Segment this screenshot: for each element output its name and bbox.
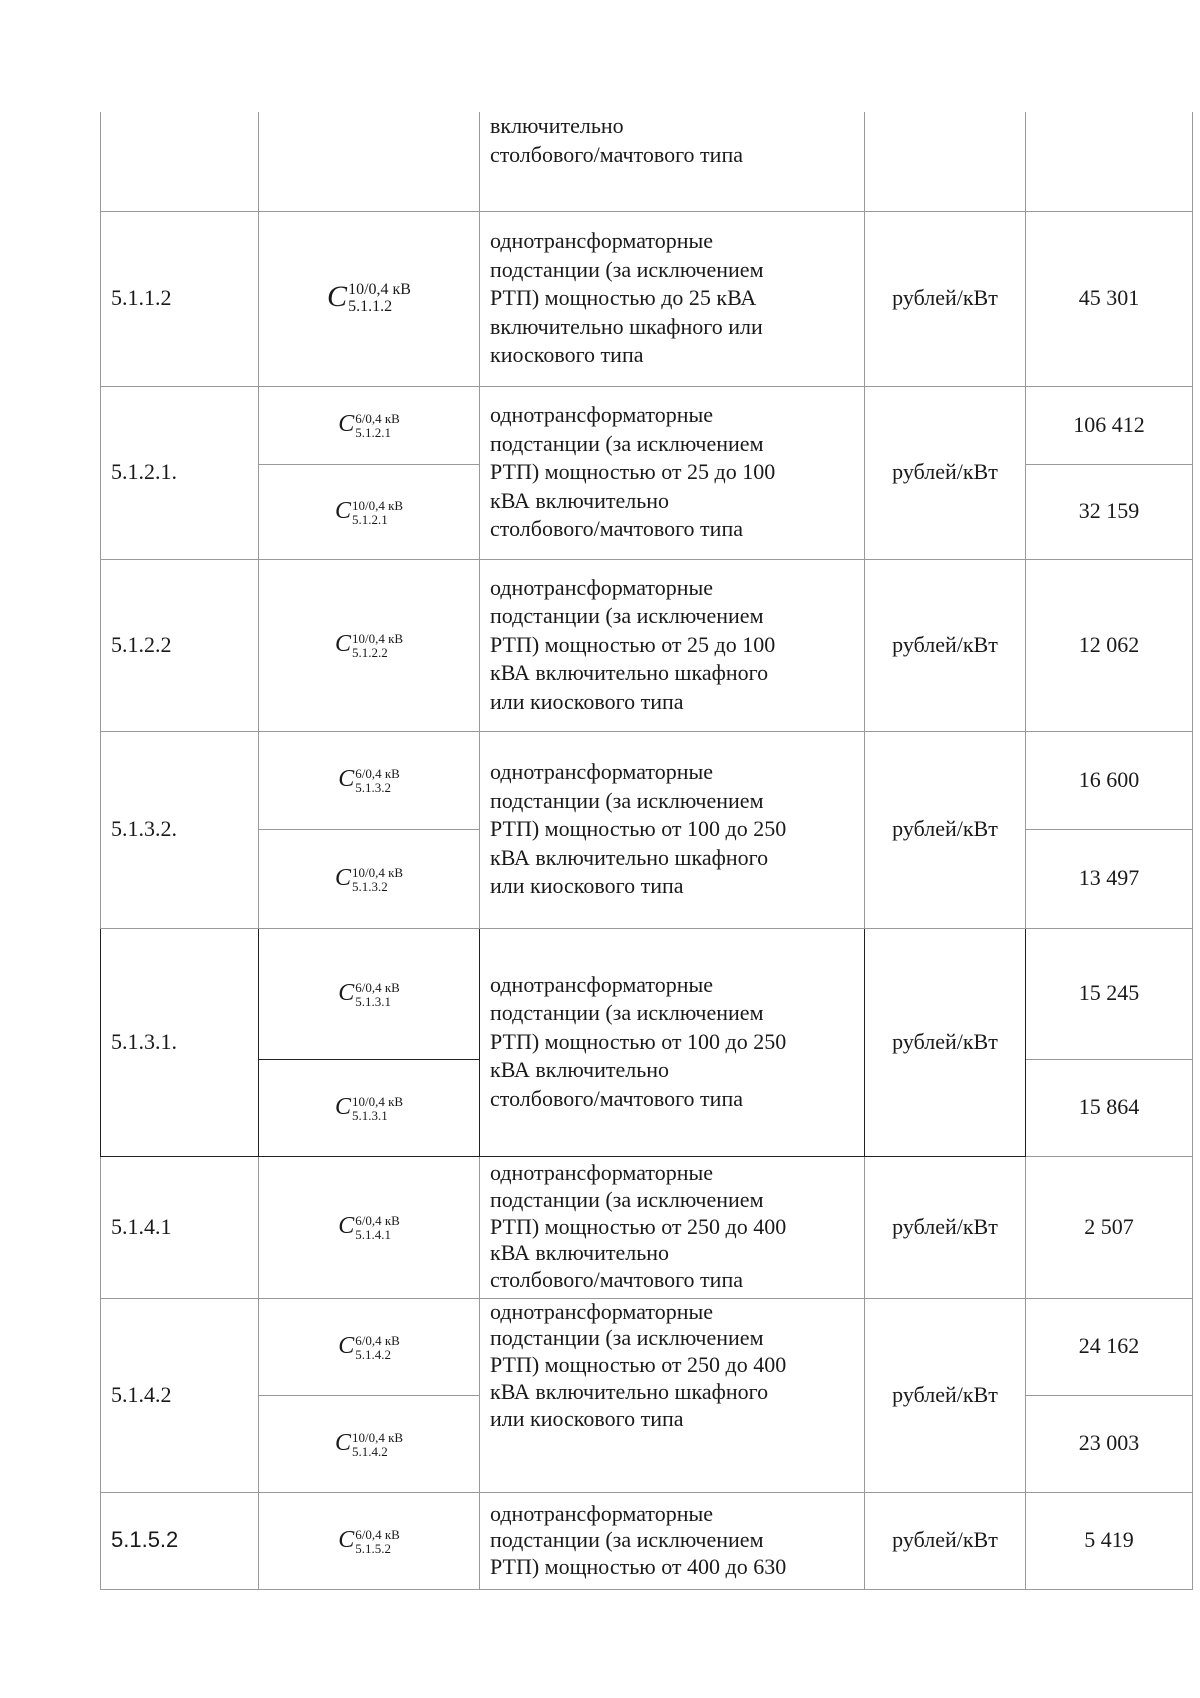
symbol-cell — [259, 731, 480, 829]
code-cell: 5.1.2.2 — [101, 559, 259, 731]
description-cell: однотрансформаторные подстанции (за исключением РТП) мощностью от 400 до 630 — [480, 1492, 865, 1589]
value-cell: 16 600 — [1026, 731, 1193, 829]
value-cell: 2 507 — [1026, 1156, 1193, 1298]
value-cell: 45 301 — [1026, 211, 1193, 386]
code-cell: 5.1.4.2 — [101, 1298, 259, 1492]
coefficient-symbol: C 6/0,4 кВ 5.1.3.1 — [338, 979, 400, 1009]
description-cell: однотрансформаторные подстанции (за исключением РТП) мощностью от 25 до 100 кВА включительно столбового/мачтового типа — [480, 386, 865, 559]
description-cell — [480, 112, 865, 211]
value-cell: 13 497 — [1026, 829, 1193, 928]
value-cell: 15 245 — [1026, 928, 1193, 1059]
coefficient-symbol: C 10/0,4 кВ 5.1.3.2 — [334, 864, 404, 894]
table-row — [101, 1298, 1193, 1395]
description-cell: однотрансформаторные подстанции (за исключением РТП) мощностью от 250 до 400 кВА включительно столбового/мачтового типа — [480, 1156, 865, 1298]
symbol-cell — [259, 112, 480, 211]
description-cell: однотрансформаторные подстанции (за исключением РТП) мощностью от 25 до 100 кВА включительно шкафного или киоскового типа — [480, 559, 865, 731]
code-cell: 5.1.3.2. — [101, 731, 259, 928]
value-cell: 32 159 — [1026, 464, 1193, 559]
table-row — [101, 386, 1193, 464]
code-cell: 5.1.2.1. — [101, 386, 259, 559]
value-cell: 5 419 — [1026, 1492, 1193, 1589]
symbol-cell — [259, 464, 480, 559]
unit-cell: рублей/кВт — [865, 731, 1026, 928]
symbol-cell — [259, 211, 480, 386]
description-cell: однотрансформаторные подстанции (за исключением РТП) мощностью до 25 кВА включительно шкафного или киоскового типа — [480, 211, 865, 386]
value-cell — [1026, 112, 1193, 211]
symbol-cell — [259, 829, 480, 928]
unit-cell: рублей/кВт — [865, 386, 1026, 559]
coefficient-symbol: C 10/0,4 кВ 5.1.4.2 — [334, 1429, 404, 1459]
table-row — [101, 559, 1193, 731]
coefficient-symbol: C 10/0,4 кВ 5.1.2.1 — [334, 497, 404, 527]
symbol-cell — [259, 559, 480, 731]
coefficient-symbol: C 10/0,4 кВ 5.1.3.1 — [334, 1093, 404, 1123]
value-cell: 23 003 — [1026, 1395, 1193, 1492]
code-cell: 5.1.3.1. — [101, 928, 259, 1156]
code-cell: 5.1.4.1 — [101, 1156, 259, 1298]
unit-cell: рублей/кВт — [865, 1492, 1026, 1589]
value-cell: 15 864 — [1026, 1059, 1193, 1156]
coefficient-symbol: C 6/0,4 кВ 5.1.2.1 — [338, 411, 400, 440]
value-cell: 106 412 — [1026, 386, 1193, 464]
description-line: столбового/мачтового типа — [490, 141, 743, 167]
table-row — [101, 1156, 1193, 1298]
value-cell: 12 062 — [1026, 559, 1193, 731]
description-cell: однотрансформаторные подстанции (за исключением РТП) мощностью от 100 до 250 кВА включительно столбового/мачтового типа — [480, 928, 865, 1156]
unit-cell: рублей/кВт — [865, 1298, 1026, 1492]
coefficient-symbol: C 6/0,4 кВ 5.1.4.1 — [338, 1213, 400, 1242]
value-cell: 24 162 — [1026, 1298, 1193, 1395]
coefficient-symbol: C 6/0,4 кВ 5.1.4.2 — [338, 1332, 400, 1362]
coefficient-symbol: C 10/0,4 кВ 5.1.1.2 — [327, 279, 411, 315]
code-cell: 5.1.1.2 — [101, 211, 259, 386]
unit-cell: рублей/кВт — [865, 211, 1026, 386]
description-cell: однотрансформаторные подстанции (за исключением РТП) мощностью от 100 до 250 кВА включительно шкафного или киоскового типа — [480, 731, 865, 928]
coefficient-symbol: C 10/0,4 кВ 5.1.2.2 — [334, 631, 404, 660]
symbol-cell — [259, 1059, 480, 1156]
symbol-cell — [259, 386, 480, 464]
table-row — [101, 211, 1193, 386]
unit-cell: рублей/кВт — [865, 928, 1026, 1156]
symbol-cell — [259, 1298, 480, 1395]
unit-cell: рублей/кВт — [865, 559, 1026, 731]
symbol-cell — [259, 1492, 480, 1589]
coefficient-symbol: C 6/0,4 кВ 5.1.3.2 — [338, 766, 400, 795]
symbol-cell — [259, 1395, 480, 1492]
code-cell — [101, 112, 259, 211]
description-cell: однотрансформаторные подстанции (за исключением РТП) мощностью от 250 до 400 кВА включительно шкафного или киоскового типа — [480, 1298, 865, 1492]
symbol-cell — [259, 1156, 480, 1298]
tariff-table — [100, 112, 1193, 1590]
unit-cell — [865, 112, 1026, 211]
coefficient-symbol: C 6/0,4 кВ 5.1.5.2 — [338, 1526, 400, 1556]
table-row — [101, 1492, 1193, 1589]
table-row — [101, 731, 1193, 829]
description-line: включительно — [490, 113, 624, 138]
table-row — [101, 928, 1193, 1059]
table-row-continued — [101, 112, 1193, 211]
unit-cell: рублей/кВт — [865, 1156, 1026, 1298]
symbol-cell — [259, 928, 480, 1059]
code-cell: 5.1.5.2 — [101, 1492, 259, 1589]
